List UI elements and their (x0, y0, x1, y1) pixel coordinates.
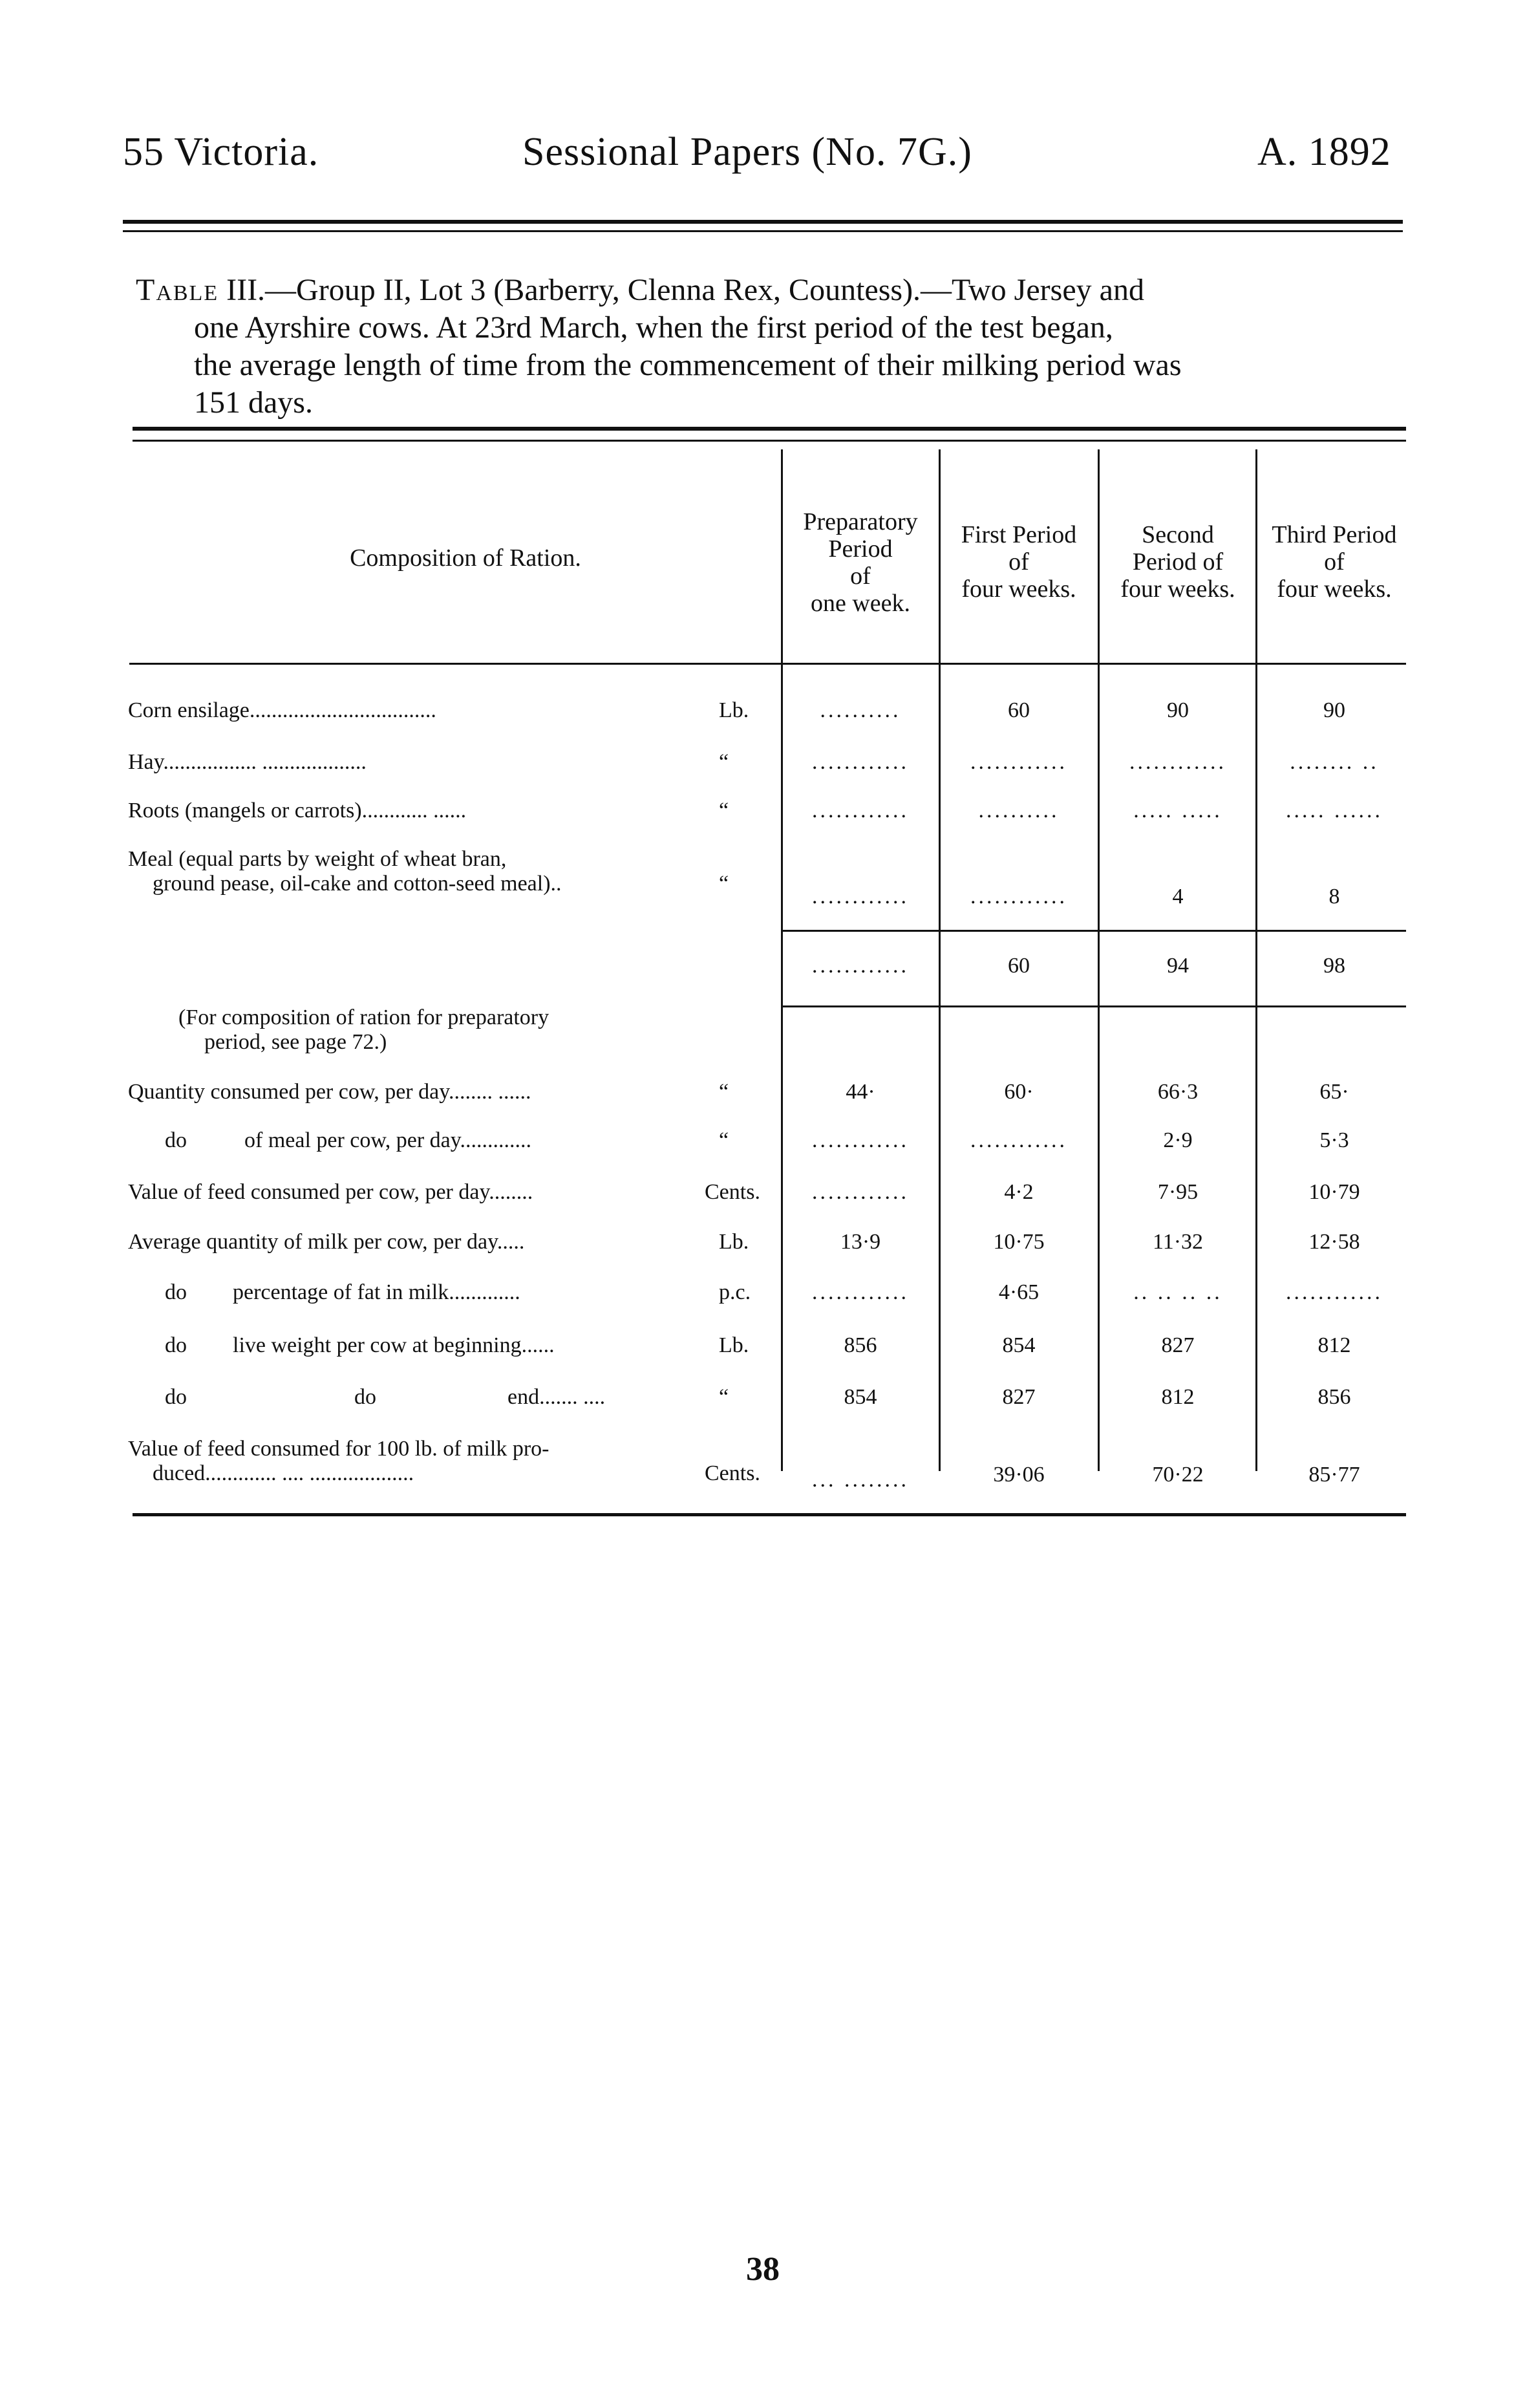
header-rule-bottom (123, 230, 1403, 232)
header-session: 55 Victoria. (123, 130, 319, 174)
row-unit: “ (719, 1128, 729, 1152)
table-cell: ............ (812, 750, 909, 774)
column-header-preparatory (784, 508, 937, 617)
table-cell: ............ (812, 1128, 909, 1152)
table-rule-top-thin (133, 440, 1406, 442)
page-number: 38 (746, 2251, 780, 2288)
table-cell: ........ .. (1290, 750, 1379, 774)
total-rule-bottom (782, 1005, 1406, 1007)
table-cell: 94 (1167, 954, 1189, 978)
header-line: of (1324, 548, 1345, 575)
table-cell: 66·3 (1157, 1080, 1199, 1104)
row-unit: Lb. (719, 1230, 749, 1254)
table-cell: 2·9 (1163, 1128, 1193, 1152)
table-cell: 85·77 (1308, 1463, 1360, 1487)
table-cell: 70·22 (1152, 1463, 1204, 1487)
ration-note: (For composition of ration for preparatory (178, 1005, 549, 1029)
table-cell: 5·3 (1319, 1128, 1349, 1152)
table-cell: 10·79 (1308, 1180, 1360, 1204)
header-line: Third Period (1272, 521, 1397, 548)
table-cell: ............ (970, 1128, 1067, 1152)
row-unit: Lb. (719, 1333, 749, 1357)
table-cell: ............ (812, 885, 909, 908)
table-cell: ............ (812, 1180, 909, 1204)
header-line: of (850, 563, 871, 590)
row-unit: “ (719, 750, 729, 774)
header-line: four weeks. (1120, 575, 1235, 603)
header-line: Period (828, 535, 893, 563)
column-divider (939, 449, 941, 1471)
table-cell: ............ (812, 1280, 909, 1304)
table-cell: ............ (1129, 750, 1226, 774)
table-cell: 827 (1002, 1385, 1036, 1409)
row-label-value-per-100lb-line2: duced............. .... ................... (153, 1461, 414, 1485)
row-unit: Cents. (705, 1180, 760, 1204)
row-unit: Cents. (705, 1461, 760, 1485)
column-divider (1255, 449, 1257, 1471)
table-cell: ..... ..... (1133, 799, 1222, 822)
table-cell: ............ (970, 885, 1067, 908)
table-cell: 39·06 (993, 1463, 1045, 1487)
header-line: of (1008, 548, 1029, 575)
table-cell: .......... (978, 799, 1060, 822)
row-label-roots: Roots (mangels or carrots)............ ...... (128, 799, 467, 822)
table-cell: 4·2 (1004, 1180, 1034, 1204)
table-cell: 827 (1161, 1333, 1195, 1357)
ration-note-line2: period, see page 72.) (204, 1030, 387, 1054)
table-cell: 4 (1172, 885, 1184, 908)
row-label-do: do (165, 1333, 187, 1357)
table-cell: ..... ...... (1286, 799, 1383, 822)
table-rule-top-thick (133, 427, 1406, 431)
column-header-second-period (1100, 521, 1255, 603)
row-unit: “ (719, 1385, 729, 1409)
table-cell: 90 (1167, 698, 1189, 722)
table-cell: 11·32 (1152, 1230, 1204, 1254)
table-cell: 65· (1319, 1080, 1349, 1104)
row-label-value-of-feed: Value of feed consumed per cow, per day........ (128, 1180, 533, 1204)
column-header-third-period (1258, 521, 1411, 603)
caption-line-4: 151 days. (194, 385, 313, 420)
caption-line-1: III.—Group II, Lot 3 (Barberry, Clenna Rex, Countess).—Two Jersey and (226, 273, 1144, 307)
table-cell: 812 (1161, 1385, 1195, 1409)
table-cell: 60 (1008, 954, 1030, 978)
row-label-corn-ensilage: Corn ensilage.................................. (128, 698, 436, 722)
table-cell: 856 (1317, 1385, 1351, 1409)
table-cell: 12·58 (1308, 1230, 1360, 1254)
table-cell: 856 (844, 1333, 877, 1357)
table-cell: 60 (1008, 698, 1030, 722)
table-cell: ............ (812, 799, 909, 822)
header-line: four weeks. (961, 575, 1076, 603)
row-label-value-per-100lb: Value of feed consumed for 100 lb. of milk pro- (128, 1437, 549, 1461)
table-bottom-rule (133, 1513, 1406, 1516)
row-label-average-milk: Average quantity of milk per cow, per day..... (128, 1230, 525, 1254)
row-unit: “ (719, 799, 729, 822)
table-cell: ............ (1286, 1280, 1383, 1304)
table-cell: 812 (1317, 1333, 1351, 1357)
row-label-do: do (165, 1128, 187, 1152)
table-cell: 4·65 (998, 1280, 1040, 1304)
table-cell: 60· (1004, 1080, 1034, 1104)
row-unit: “ (719, 872, 729, 896)
table-cell: .. .. .. .. (1133, 1280, 1222, 1304)
table-cell: 8 (1328, 885, 1340, 908)
table-cell: ............ (970, 750, 1067, 774)
row-label-fat: percentage of fat in milk............. (233, 1280, 520, 1304)
column-header-first-period (941, 521, 1096, 603)
row-label-do: do (165, 1385, 187, 1409)
table-cell: 854 (844, 1385, 877, 1409)
table-cell: 98 (1323, 954, 1345, 978)
header-line: Preparatory (803, 508, 918, 535)
row-label-live-weight-end: end....... .... (507, 1385, 606, 1409)
row-label-do: do (165, 1280, 187, 1304)
table-cell: 7·95 (1157, 1180, 1199, 1204)
header-divider (129, 663, 1406, 665)
header-line: one week. (810, 590, 911, 617)
caption-line-3: the average length of time from the commencement of their milking period was (194, 348, 1182, 382)
row-label-hay: Hay................. ................... (128, 750, 367, 774)
header-line: four weeks. (1277, 575, 1392, 603)
column-divider (1098, 449, 1100, 1471)
table-cell: .......... (820, 698, 901, 722)
row-label-do: do (354, 1385, 376, 1409)
table-cell: 90 (1323, 698, 1345, 722)
caption-line-2: one Ayrshire cows. At 23rd March, when the first period of the test began, (194, 310, 1113, 345)
table-cell: ............ (812, 954, 909, 978)
table-label: Table (136, 273, 219, 307)
header-year: A. 1892 (1257, 130, 1391, 174)
row-label-meal-per-cow: of meal per cow, per day............. (244, 1128, 532, 1152)
table-cell: ... ........ (812, 1468, 909, 1492)
header-rule-top (123, 220, 1403, 224)
row-unit: p.c. (719, 1280, 751, 1304)
table-caption (136, 272, 1403, 422)
row-label-quantity-consumed: Quantity consumed per cow, per day........ ...... (128, 1080, 531, 1104)
header-line: Period of (1132, 548, 1224, 575)
column-header-composition: Composition of Ration. (350, 544, 581, 572)
table-cell: 10·75 (993, 1230, 1045, 1254)
header-title: Sessional Papers (No. 7G.) (522, 130, 972, 174)
table-cell: 44· (846, 1080, 875, 1104)
row-label-meal: Meal (equal parts by weight of wheat bran, (128, 847, 507, 871)
header-line: First Period (961, 521, 1077, 548)
total-rule (782, 930, 1406, 932)
row-unit: Lb. (719, 698, 749, 722)
row-label-meal-line2: ground pease, oil-cake and cotton-seed meal).. (153, 872, 562, 896)
table-cell: 13·9 (840, 1230, 881, 1254)
table-cell: 854 (1002, 1333, 1036, 1357)
column-divider (781, 449, 783, 1471)
row-unit: “ (719, 1080, 729, 1104)
header-line: Second (1142, 521, 1214, 548)
row-label-live-weight-beginning: live weight per cow at beginning...... (233, 1333, 555, 1357)
